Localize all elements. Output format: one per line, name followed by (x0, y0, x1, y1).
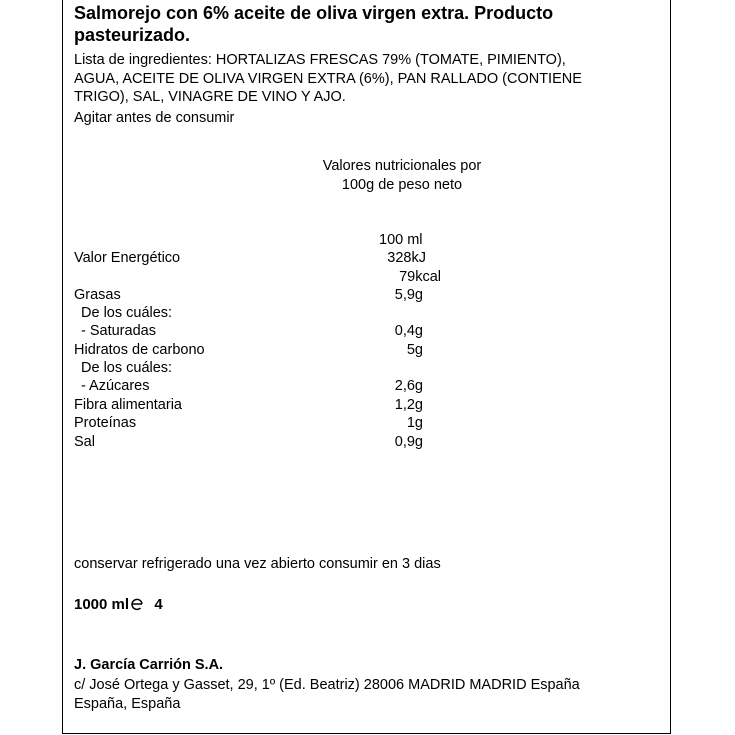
nutrient-value-sugars: 2,6g (394, 378, 423, 394)
energy-kj-value: 328kJ (387, 250, 426, 266)
ingredients-line-2: AGUA, ACEITE DE OLIVA VIRGEN EXTRA (6%), PAN RALLADO (CONTIENE (74, 71, 582, 87)
nutrition-column-header: 100 ml (379, 232, 423, 248)
nutrient-value-protein: 1g (406, 415, 423, 431)
nutrient-label-fibre: Fibra alimentaria (74, 397, 182, 413)
nutrient-value-carbohydrates: 5g (406, 342, 423, 358)
energy-label: Valor Energético (74, 250, 181, 266)
energy-kcal-value: 79kcal (399, 269, 441, 285)
nutrient-value-fat: 5,9g (394, 287, 423, 303)
nutrient-value-saturated: 0,4g (394, 323, 423, 339)
estimated-sign-icon (130, 597, 144, 611)
net-quantity (74, 596, 163, 614)
usage-instructions: Agitar antes de consumir (74, 110, 235, 126)
company-address-line-2: España, España (74, 696, 181, 712)
quantity-units: 4 (154, 596, 163, 613)
nutrient-label-protein: Proteínas (74, 415, 137, 431)
nutrition-header-line-2: 100g de peso neto (341, 177, 463, 193)
nutrient-label-salt: Sal (74, 434, 95, 450)
product-title-line-2: pasteurizado. (74, 25, 191, 45)
nutrient-value-fibre: 1,2g (394, 397, 423, 413)
nutrient-label-sugars: - Azúcares (81, 378, 150, 394)
company-address-line-1: c/ José Ortega y Gasset, 29, 1º (Ed. Beatriz) 28006 MADRID MADRID España (74, 677, 580, 693)
ingredients-line-3: TRIGO), SAL, VINAGRE DE VINO Y AJO. (74, 89, 346, 105)
nutrient-value-salt: 0,9g (394, 434, 423, 450)
nutrient-label-fat: Grasas (74, 287, 121, 303)
nutrient-label-carbohydrates: Hidratos de carbono (74, 342, 205, 358)
nutrient-label-saturated: - Saturadas (81, 323, 156, 339)
product-title-line-1: Salmorejo con 6% aceite de oliva virgen extra. Producto (74, 3, 554, 23)
nutrient-sublabel-of-which: De los cuáles: (81, 360, 173, 376)
company-name: J. García Carrión S.A. (74, 657, 224, 673)
storage-instructions: conservar refrigerado una vez abierto consumir en 3 dias (74, 556, 441, 572)
ingredients-line-1: Lista de ingredientes: HORTALIZAS FRESCAS 79% (TOMATE, PIMIENTO), (74, 52, 566, 68)
quantity-amount: 1000 ml (74, 596, 130, 613)
nutrient-sublabel-of-which: De los cuáles: (81, 305, 173, 321)
nutrition-header-line-1: Valores nutricionales por (322, 158, 482, 174)
